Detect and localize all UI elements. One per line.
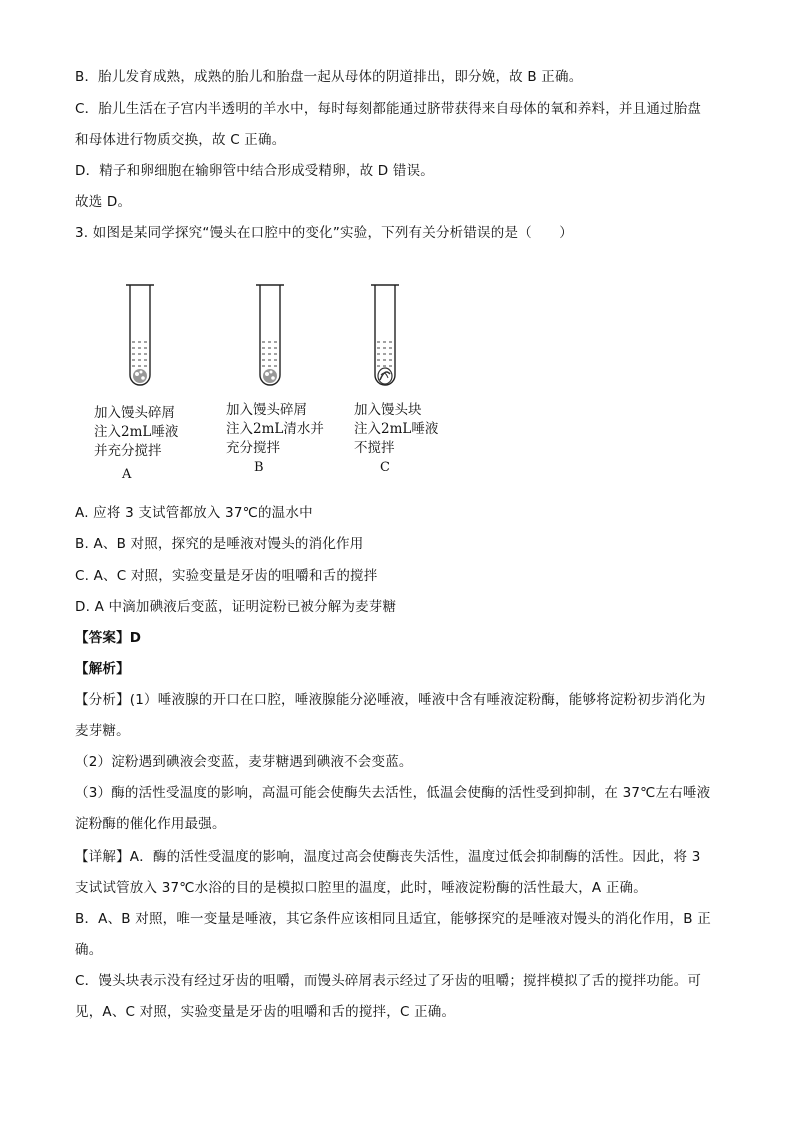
tube-a-label: A bbox=[122, 467, 132, 482]
text-line-c-correct-2: 和母体进行物质交换，故 C 正确。 bbox=[75, 132, 286, 148]
analysis-point-3b: 淀粉酶的催化作用最强。 bbox=[75, 816, 226, 832]
detail-a-2: 支试试管放入 37℃水浴的目的是模拟口腔里的温度，此时，唾液淀粉酶的活性最大，A 正确。 bbox=[75, 880, 647, 896]
test-tube-figure bbox=[90, 280, 470, 490]
detail-b-1: B．A、B 对照，唯一变量是唾液，其它条件应该相同且适宜，能够探究的是唾液对馒头的消化作用，B 正 bbox=[75, 911, 711, 927]
detail-c-2: 见，A、C 对照，实验变量是牙齿的咀嚼和舌的搅拌，C 正确。 bbox=[75, 1004, 456, 1020]
test-tube-c bbox=[371, 285, 399, 385]
detail-c-1: C．馒头块表示没有经过牙齿的咀嚼，而馒头碎屑表示经过了牙齿的咀嚼；搅拌模拟了舌的搅拌功能。可 bbox=[75, 973, 702, 989]
text-line-b-correct: B．胎儿发育成熟，成熟的胎儿和胎盘一起从母体的阴道排出，即分娩，故 B 正确。 bbox=[75, 69, 583, 85]
tube-b-caption: 加入馒头碎屑 注入2mL清水并 充分搅拌 bbox=[226, 402, 324, 456]
tube-c-caption: 加入馒头块 注入2mL唾液 不搅拌 bbox=[354, 402, 439, 456]
test-tube-a bbox=[126, 285, 154, 385]
tube-c-label: C bbox=[380, 460, 390, 475]
detail-b-2: 确。 bbox=[75, 942, 103, 958]
analysis-heading: 【解析】 bbox=[75, 661, 130, 677]
analysis-point-3a: （3）酶的活性受温度的影响，高温可能会使酶失去活性，低温会使酶的活性受到抑制，在 37℃左右唾液 bbox=[75, 785, 711, 801]
tube-b-label: B bbox=[254, 460, 264, 475]
detail-a-1: 【详解】A．酶的活性受温度的影响，温度过高会使酶丧失活性，温度过低会抑制酶的活性。因此，将 3 bbox=[75, 849, 701, 865]
analysis-point-1b: 麦芽糖。 bbox=[75, 723, 130, 739]
text-line-d-wrong: D．精子和卵细胞在输卵管中结合形成受精卵，故 D 错误。 bbox=[75, 163, 434, 179]
question-3-stem: 3. 如图是某同学探究“馒头在口腔中的变化”实验，下列有关分析错误的是（ ） bbox=[75, 225, 573, 241]
option-c: C. A、C 对照，实验变量是牙齿的咀嚼和舌的搅拌 bbox=[75, 568, 378, 584]
option-b: B. A、B 对照，探究的是唾液对馒头的消化作用 bbox=[75, 536, 364, 552]
test-tubes-illustration bbox=[90, 280, 470, 400]
analysis-point-2: （2）淀粉遇到碘液会变蓝，麦芽糖遇到碘液不会变蓝。 bbox=[75, 754, 413, 770]
test-tube-b bbox=[256, 285, 284, 385]
option-d: D. A 中滴加碘液后变蓝，证明淀粉已被分解为麦芽糖 bbox=[75, 599, 397, 615]
text-line-c-correct-1: C．胎儿生活在子宫内半透明的羊水中，每时每刻都能通过脐带获得来自母体的氧和养料，并且通过胎盘 bbox=[75, 101, 702, 117]
tube-a-caption: 加入馒头碎屑 注入2mL唾液 并充分搅拌 bbox=[94, 405, 179, 459]
text-line-choose-d: 故选 D。 bbox=[75, 194, 132, 210]
answer-label: 【答案】D bbox=[75, 630, 142, 646]
analysis-point-1a: 【分析】(1）唾液腺的开口在口腔，唾液腺能分泌唾液，唾液中含有唾液淀粉酶，能够将淀粉初步消化为 bbox=[75, 692, 706, 708]
option-a: A. 应将 3 支试管都放入 37℃的温水中 bbox=[75, 505, 313, 521]
